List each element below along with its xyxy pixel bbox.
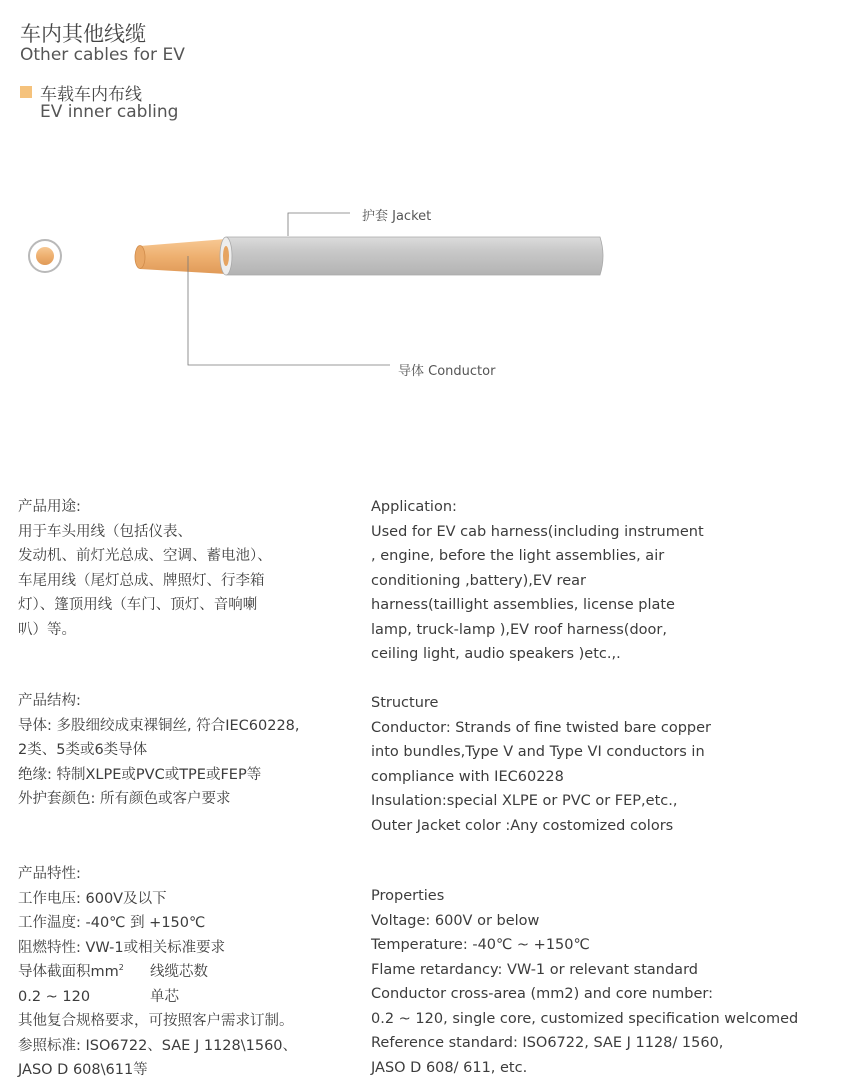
structure-cn-heading: 产品结构: bbox=[18, 693, 81, 709]
structure-cn-line: 绝缘: 特制XLPE或PVC或TPE或FEP等 bbox=[18, 766, 262, 783]
application-en-line: harness(taillight assemblies, license plate bbox=[371, 597, 675, 613]
structure-en-line: compliance with IEC60228 bbox=[371, 768, 564, 785]
section-subtitle-en: EV inner cabling bbox=[40, 102, 179, 122]
structure-cn-line: 导体: 多股细绞成束裸铜丝, 符合IEC60228, bbox=[18, 717, 300, 734]
properties-en-line: Reference standard: ISO6722, SAE J 1128/ 1560, bbox=[371, 1035, 724, 1051]
properties-cn-cores-value: 单芯 bbox=[150, 988, 179, 1005]
properties-cn-reference-2: JASO D 608\611等 bbox=[18, 1062, 148, 1078]
application-cn-line: 车尾用线（尾灯总成、牌照灯、行李箱 bbox=[18, 572, 265, 589]
properties-cn-cores-label: 线缆芯数 bbox=[150, 964, 208, 980]
structure-en-heading: Structure bbox=[371, 695, 439, 711]
properties-cn-voltage: 工作电压: 600V及以下 bbox=[18, 890, 167, 907]
jacket-label: 护套 Jacket bbox=[362, 209, 432, 224]
properties-cn-reference-1: 参照标准: ISO6722、SAE J 1128\1560、 bbox=[18, 1037, 298, 1054]
structure-en-line: into bundles,Type V and Type VI conductors in bbox=[371, 744, 705, 760]
structure-cn-line: 外护套颜色: 所有颜色或客户要求 bbox=[18, 791, 231, 807]
application-cn-line: 发动机、前灯光总成、空调、蓄电池）、 bbox=[18, 548, 272, 564]
application-en-heading: Application: bbox=[371, 499, 457, 515]
section-subtitle-cn: 车载车内布线 bbox=[40, 85, 142, 105]
page-title-en: Other cables for EV bbox=[20, 45, 185, 65]
properties-en-line: Temperature: -40℃ ~ +150℃ bbox=[371, 937, 590, 953]
properties-cn-area-header-row bbox=[18, 960, 363, 985]
properties-cn-area-value: 0.2 ~ 120 bbox=[18, 988, 91, 1005]
application-cn-block bbox=[18, 495, 363, 642]
cable-jacket bbox=[220, 237, 603, 275]
properties-en-line: 0.2 ~ 120, single core, customized specification welcomed bbox=[371, 1010, 799, 1027]
structure-cn-block bbox=[18, 689, 363, 812]
page-title-cn: 车内其他线缆 bbox=[20, 22, 146, 46]
properties-cn-area-sup: 2 bbox=[118, 963, 124, 973]
structure-en-block bbox=[371, 691, 850, 838]
properties-cn-temperature: 工作温度: -40℃ 到 +150℃ bbox=[18, 915, 206, 931]
properties-cn-flame: 阻燃特性: VW-1或相关标准要求 bbox=[18, 939, 226, 956]
properties-cn-block bbox=[18, 862, 363, 1083]
application-cn-heading: 产品用途: bbox=[18, 499, 81, 515]
cable-diagram bbox=[0, 190, 640, 390]
application-en-line: conditioning ,battery),EV rear bbox=[371, 572, 586, 589]
structure-en-line: Outer Jacket color :Any costomized colors bbox=[371, 817, 674, 834]
properties-en-line: Voltage: 600V or below bbox=[371, 912, 540, 929]
jacket-callout-line bbox=[288, 213, 350, 236]
application-en-line: Used for EV cab harness(including instrument bbox=[371, 523, 704, 540]
application-en-line: lamp, truck-lamp ),EV roof harness(door, bbox=[371, 621, 667, 638]
properties-en-line: Flame retardancy: VW-1 or relevant standard bbox=[371, 961, 698, 978]
application-cn-line: 叭）等。 bbox=[18, 621, 76, 638]
structure-en-line: Insulation:special XLPE or PVC or FEP,etc., bbox=[371, 793, 678, 809]
application-cn-line: 灯）、篷顶用线（车门、顶灯、音响喇 bbox=[18, 597, 258, 613]
conductor-strands bbox=[135, 239, 226, 274]
properties-cn-area-value-row bbox=[18, 985, 363, 1010]
application-en-line: ceiling light, audio speakers )etc.,. bbox=[371, 646, 621, 662]
properties-en-line: JASO D 608/ 611, etc. bbox=[371, 1059, 528, 1076]
cable-cross-section bbox=[29, 240, 61, 272]
properties-cn-heading: 产品特性: bbox=[18, 866, 81, 882]
structure-cn-line: 2类、5类或6类导体 bbox=[18, 742, 148, 758]
application-en-block bbox=[371, 495, 850, 667]
application-cn-line: 用于车头用线（包括仪表、 bbox=[18, 523, 192, 540]
properties-en-heading: Properties bbox=[371, 888, 445, 904]
properties-cn-area-label: 导体截面积mm bbox=[18, 964, 119, 980]
section-bullet-square bbox=[20, 86, 32, 98]
properties-en-line: Conductor cross-area (mm2) and core number: bbox=[371, 986, 713, 1002]
properties-en-block bbox=[371, 884, 850, 1080]
conductor-label: 导体 Conductor bbox=[398, 364, 496, 379]
properties-cn-custom: 其他复合规格要求，可按照客户需求订制。 bbox=[18, 1013, 294, 1029]
application-en-line: , engine, before the light assemblies, air bbox=[371, 548, 665, 564]
structure-en-line: Conductor: Strands of fine twisted bare copper bbox=[371, 719, 711, 736]
